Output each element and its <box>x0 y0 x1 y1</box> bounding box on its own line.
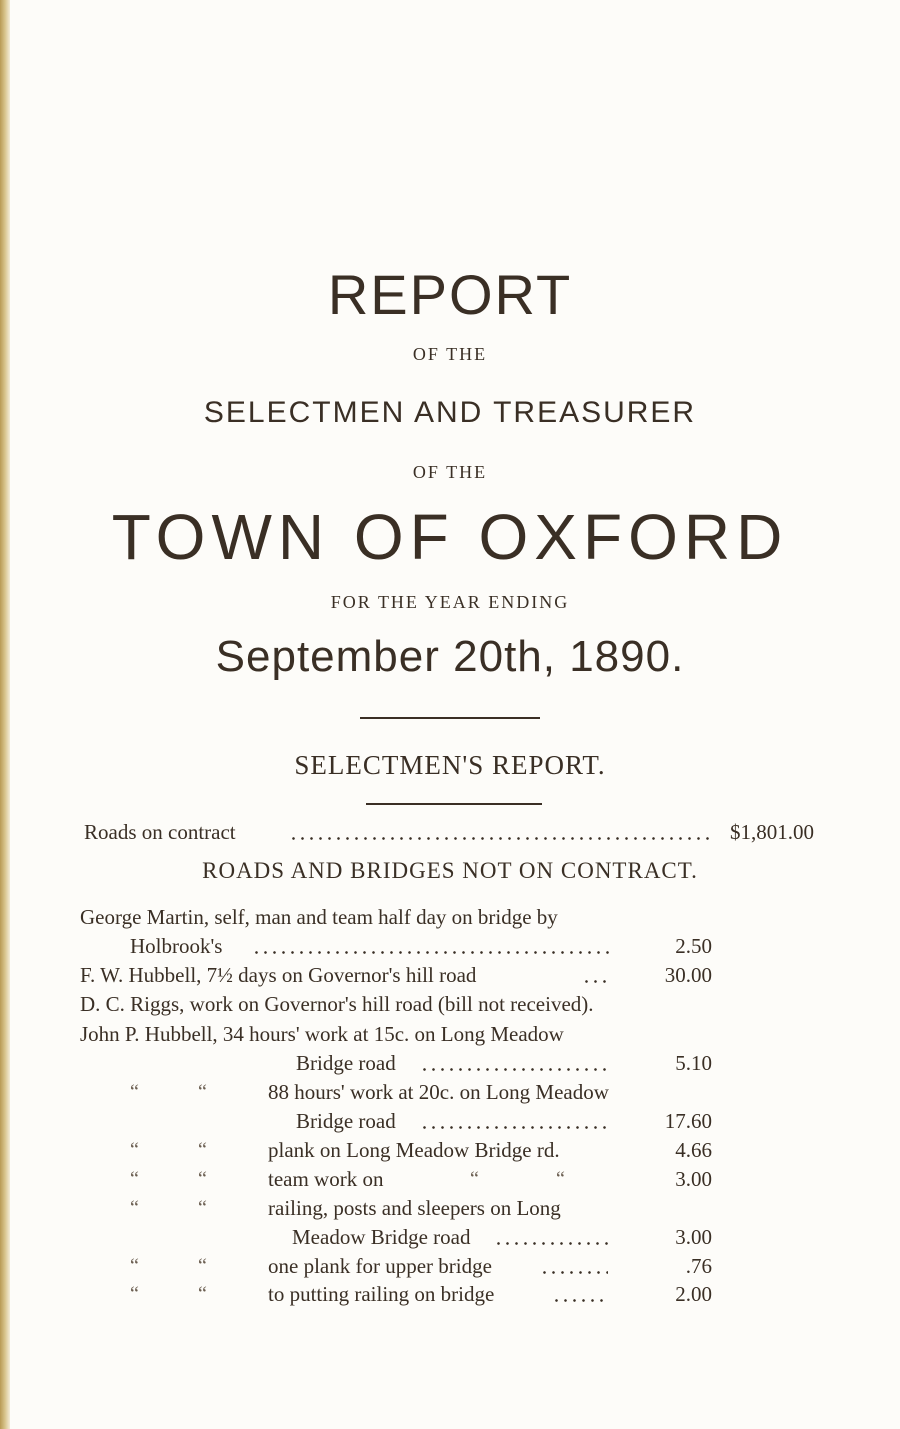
entry-line: D. C. Riggs, work on Governor's hill road (bill not received). <box>80 992 594 1016</box>
leader-dots <box>420 1126 610 1129</box>
entry-amount: 5.10 <box>675 1051 712 1075</box>
entry-amount: 30.00 <box>664 963 712 987</box>
contract-amount: $1,801.00 <box>730 820 814 844</box>
ditto-mark: “ <box>198 1283 207 1305</box>
entry-line: John P. Hubbell, 34 hours' work at 15c. on Long Meadow <box>80 1022 564 1046</box>
ditto-mark: “ <box>130 1168 139 1190</box>
of-the-label-2: OF THE <box>412 462 488 482</box>
officers-heading: SELECTMEN AND TREASURER <box>203 396 697 429</box>
town-name: TOWN OF OXFORD <box>111 501 789 573</box>
entry-line: to putting railing on bridge <box>268 1282 495 1306</box>
entry-amount: 2.00 <box>675 1282 712 1306</box>
entry-amount: 4.66 <box>675 1138 712 1162</box>
ditto-mark: “ <box>556 1168 565 1190</box>
ditto-mark: “ <box>130 1283 139 1305</box>
entry-continuation: Bridge road <box>296 1109 396 1133</box>
entry-amount: 3.00 <box>675 1225 712 1249</box>
entry-amount: 2.50 <box>675 934 712 958</box>
ditto-mark: “ <box>130 1197 139 1219</box>
entry-line: 88 hours' work at 20c. on Long Meadow <box>268 1080 609 1104</box>
entry-amount: 17.60 <box>664 1109 712 1133</box>
contract-label: Roads on contract <box>84 820 236 844</box>
entry-continuation: Bridge road <box>296 1051 396 1075</box>
book-spine-edge <box>0 0 10 1429</box>
leader-dots <box>494 1242 608 1245</box>
of-the-label-1: OF THE <box>412 344 488 364</box>
leader-dots <box>420 1068 610 1071</box>
year-ending-label: FOR THE YEAR ENDING <box>330 592 570 612</box>
entry-line: one plank for upper bridge <box>268 1254 492 1278</box>
entry-continuation: Holbrook's <box>130 934 223 958</box>
divider-rule-top <box>360 717 540 719</box>
ditto-mark: “ <box>130 1255 139 1277</box>
leader-dots <box>552 1299 608 1302</box>
ditto-mark: “ <box>130 1081 139 1103</box>
report-title: REPORT <box>327 263 573 326</box>
ditto-mark: “ <box>198 1139 207 1161</box>
entry-line: F. W. Hubbell, 7½ days on Governor's hill road <box>80 963 477 987</box>
contract-row <box>84 818 814 846</box>
divider-rule-bottom <box>366 803 542 805</box>
entry-line: railing, posts and sleepers on Long <box>268 1196 561 1220</box>
entry-continuation: Meadow Bridge road <box>292 1225 471 1249</box>
leader-dots <box>252 951 612 954</box>
section-title: SELECTMEN'S REPORT. <box>294 750 606 780</box>
ditto-mark: “ <box>198 1197 207 1219</box>
subheading: ROADS AND BRIDGES NOT ON CONTRACT. <box>202 858 698 883</box>
leader-dots <box>582 980 612 983</box>
ditto-mark: “ <box>130 1139 139 1161</box>
leader-dots <box>540 1271 608 1274</box>
entry-line: George Martin, self, man and team half day on bridge by <box>80 905 558 929</box>
entry-amount: 3.00 <box>675 1167 712 1191</box>
entry-amount: .76 <box>685 1254 712 1278</box>
entry-line: team work on <box>268 1167 384 1191</box>
ditto-mark: “ <box>198 1255 207 1277</box>
entry-line: plank on Long Meadow Bridge rd. <box>268 1138 560 1162</box>
report-date: September 20th, 1890. <box>215 632 685 681</box>
leader-dots <box>289 837 714 840</box>
ditto-mark: “ <box>470 1168 479 1190</box>
ditto-mark: “ <box>198 1168 207 1190</box>
ditto-mark: “ <box>198 1081 207 1103</box>
